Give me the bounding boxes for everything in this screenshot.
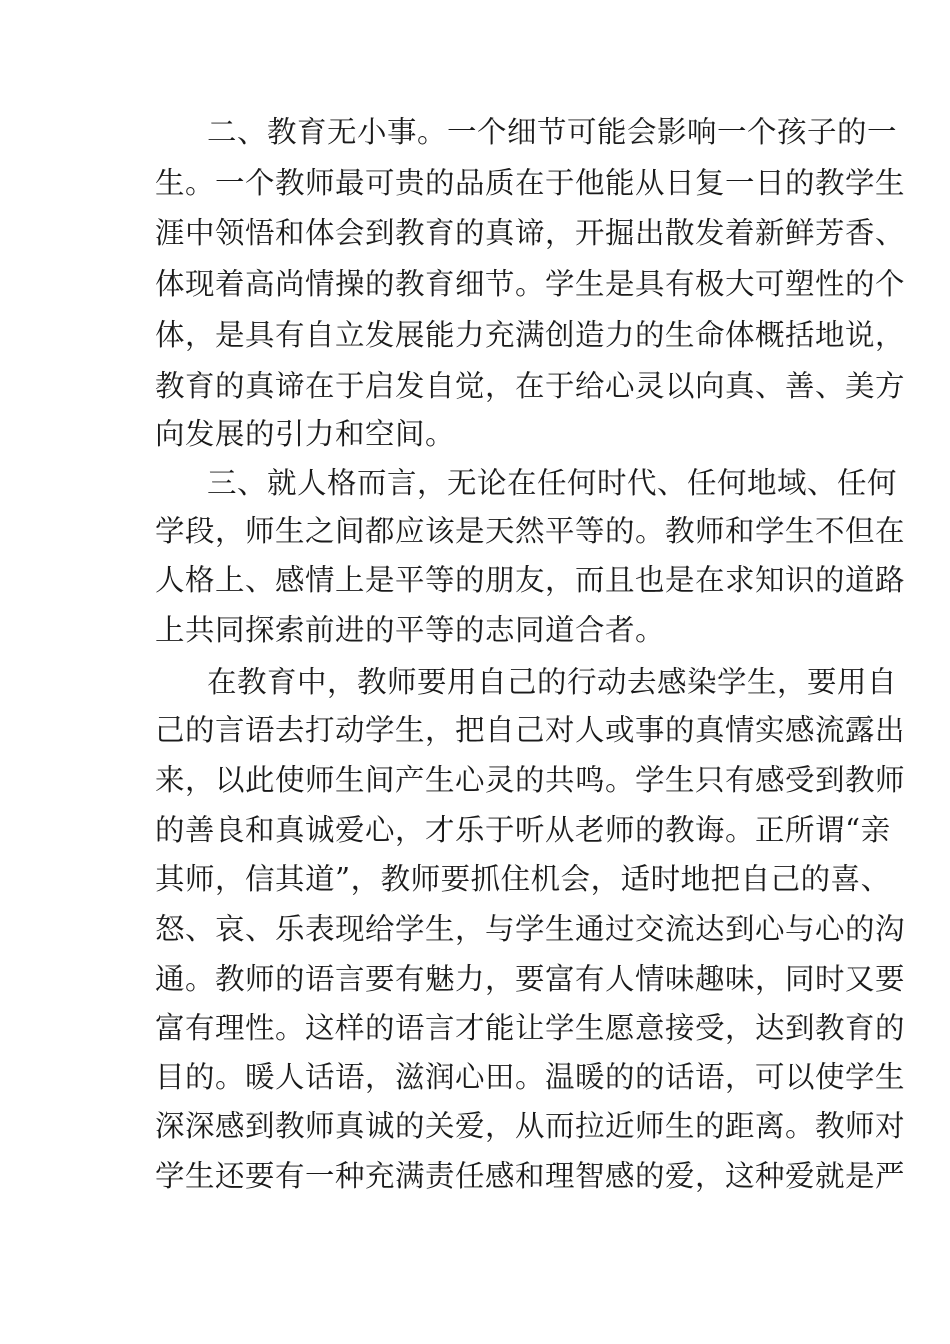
paragraph-1-line-3: 涯中领悟和体会到教育的真谛，开掘出散发着新鲜芳香、 [155, 216, 906, 250]
paragraph-1-line-5: 体，是具有自立发展能力充满创造力的生命体概括地说， [155, 318, 906, 352]
paragraph-1-line-4: 体现着高尚情操的教育细节。学生是具有极大可塑性的个 [155, 267, 906, 301]
paragraph-1-line-6: 教育的真谛在于启发自觉，在于给心灵以向真、善、美方 [155, 369, 906, 403]
paragraph-2-line-3: 人格上、感情上是平等的朋友，而且也是在求知识的道路 [155, 563, 906, 597]
paragraph-3-line-5: 其师，信其道”，教师要抓住机会，适时地把自己的喜、 [155, 862, 891, 896]
paragraph-3-line-10: 深深感到教师真诚的关爱，从而拉近师生的距离。教师对 [155, 1109, 906, 1143]
paragraph-2-line-2: 学段，师生之间都应该是天然平等的。教师和学生不但在 [155, 514, 906, 548]
paragraph-3-line-9: 目的。暖人话语，滋润心田。温暖的的话语，可以使学生 [155, 1060, 906, 1094]
paragraph-3-line-11: 学生还要有一种充满责任感和理智感的爱，这种爱就是严 [155, 1159, 906, 1193]
paragraph-2-line-1: 三、就人格而言，无论在任何时代、任何地域、任何 [207, 466, 898, 500]
paragraph-3-line-7: 通。教师的语言要有魅力，要富有人情味趣味，同时又要 [155, 962, 906, 996]
paragraph-3-line-3: 来，以此使师生间产生心灵的共鸣。学生只有感受到教师 [155, 763, 906, 797]
paragraph-3-line-1: 在教育中，教师要用自己的行动去感染学生，要用自 [207, 665, 898, 699]
paragraph-1-line-1: 二、教育无小事。一个细节可能会影响一个孩子的一 [207, 115, 898, 149]
paragraph-1-line-7: 向发展的引力和空间。 [155, 417, 456, 451]
paragraph-3-line-6: 怒、哀、乐表现给学生，与学生通过交流达到心与心的沟 [155, 912, 906, 946]
paragraph-3-line-2: 己的言语去打动学生，把自己对人或事的真情实感流露出 [155, 713, 906, 747]
paragraph-1-line-2: 生。一个教师最可贵的品质在于他能从日复一日的教学生 [155, 166, 906, 200]
paragraph-3-line-8: 富有理性。这样的语言才能让学生愿意接受，达到教育的 [155, 1011, 906, 1045]
paragraph-3-line-4: 的善良和真诚爱心，才乐于听从老师的教诲。正所谓“亲 [155, 813, 891, 847]
paragraph-2-line-4: 上共同探索前进的平等的志同道合者。 [155, 613, 666, 647]
